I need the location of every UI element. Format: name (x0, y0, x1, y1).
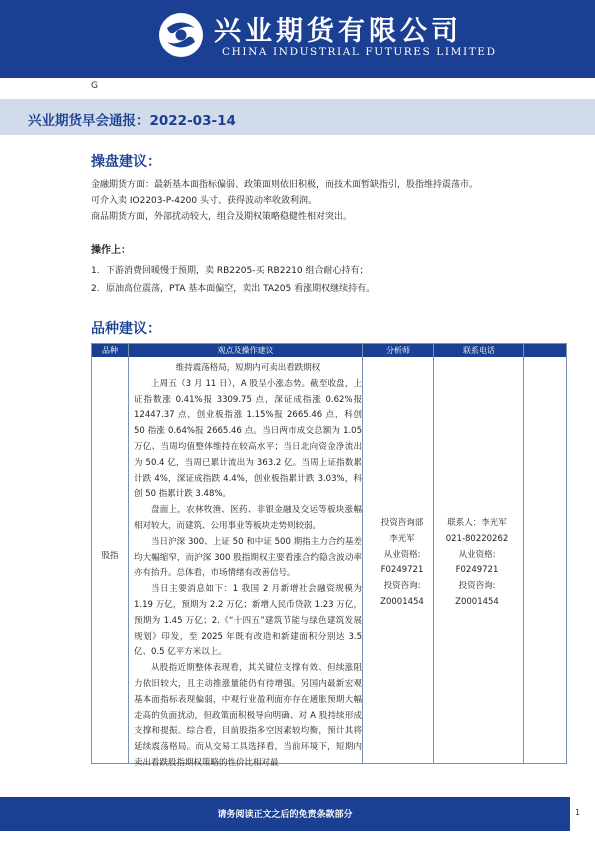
contact-line: 联系人：李光军 (447, 518, 507, 528)
company-name-cn: 兴业期货有限公司 (214, 16, 462, 47)
contact-line: Z0001454 (455, 596, 499, 607)
contact-line: 投资咨询: (458, 581, 496, 592)
report-title: 兴业期货早会通报：2022-03-14 (28, 113, 236, 129)
disclaimer-notice: 请务阅读正文之后的免责条款部分 (217, 810, 353, 820)
operation-text: 下游消费回暖慢于预期，卖 RB2205-买 RB2210 组合耐心持有； (106, 266, 369, 276)
contact-line: F0249721 (455, 565, 499, 576)
operation-item (91, 281, 375, 294)
operation-number: 1. (91, 266, 100, 276)
advice-line-1: 金融期货方面：最新基本面指标偏弱、政策面则依旧积极，而技术面暂缺指引，股指维持震荡市。 (91, 180, 479, 190)
operation-number: 2. (91, 284, 100, 294)
varieties-heading: 品种建议： (91, 321, 161, 337)
swirl-logo-icon (158, 12, 204, 58)
company-name-en: CHINA INDUSTRIAL FUTURES LIMITED (222, 46, 497, 58)
contact-cell (437, 516, 517, 611)
analyst-line: 投资咨询: (383, 581, 421, 592)
contact-line: 021-80220262 (445, 533, 509, 544)
column-divider (128, 344, 129, 763)
view-paragraph: 上周五（3 月 11 日），A 股呈小涨态势。截至收盘，上证指数涨 0.41%报 3309.75 点，深证成指涨 0.62%报 12447.37 点，创业板指涨 1.15%报 2665.46 点，科创 50 指涨 0.64%报 2665.46 点。当日两市成交总额为 1.05 万亿、当周均值整体维持在较高水平；当日北向资金净流出为 50.4 亿，当周已累计流出为 363.2 亿。当周上证指数累计跌 4%，深证成指跌 4.4%，创业板指累计跌 3.03%，科创 50 指累计跌 3.48%。 (134, 378, 362, 500)
operation-text: 原油高位震荡，PTA 基本面偏空，卖出 TA205 看涨期权继续持有。 (106, 284, 376, 294)
advice-line-2: 可介入卖 IO2203-P-4200 头寸、获得波动率收敛利润。 (91, 196, 317, 206)
advice-line-3: 商品期货方面，外部扰动较大，组合及期权策略稳健性相对突出。 (91, 212, 353, 222)
view-paragraph: 当日沪深 300、上证 50 和中证 500 期指主力合约基差均大幅缩窄，而沪深 300 股指期权主要看涨合约隐含波动率亦有抬升。总体看，市场情绪有改善信号。 (134, 536, 362, 579)
view-paragraph: 盘面上，农林牧渔、医药、非银金融及交运等板块涨幅相对较大，而建筑、公用事业等板块走势则较弱。 (134, 505, 362, 531)
column-divider (523, 344, 524, 763)
operations-heading: 操作上： (91, 245, 131, 256)
column-header-product: 品种 (102, 346, 118, 355)
column-header-view: 观点及操作建议 (217, 346, 274, 355)
page-number: 1 (575, 808, 581, 817)
operation-item (91, 263, 369, 276)
advice-heading: 操盘建议： (91, 154, 161, 170)
view-headline: 维持震荡格局，短期内可卖出看跌期权 (175, 363, 321, 373)
analyst-line: 投资咨询部 (380, 518, 424, 528)
column-divider (362, 344, 363, 763)
analyst-line: F0249721 (380, 565, 424, 576)
view-paragraph: 当日主要消息如下：1 我国 2 月新增社会融资规模为 1.19 万亿，预期为 2.2 万亿；新增人民币贷款 1.23 万亿，预期为 1.45 万亿；2.《“十四五”建筑节能与绿色建筑发展规划》印发，至 2025 年既有改造和新建面积分别达 3.5 亿、0.5 亿平方米以上。 (134, 584, 362, 658)
view-cell (134, 361, 362, 772)
view-paragraph: 从股指近期整体表现看，其关键位支撑有效、但续涨阻力依旧较大，且主动推涨量能仍有待增强。另国内最新宏观基本面指标表现偏弱，中观行业盈利面亦存在通胀预期大幅走高的负面扰动，但政策面积极导向明确、对 A 股持续形成支撑和提振。综合看，目前股指多空因素较均衡，预计其将延续震荡格局。而从交易工具选择看，当前环境下，短期内卖出看跌股指期权策略的性价比相对最 (134, 663, 362, 768)
analyst-line: Z0001454 (380, 596, 424, 607)
column-header-contact: 联系电话 (463, 346, 495, 355)
product-cell: 股指 (101, 551, 119, 561)
stray-mark: G (91, 81, 98, 91)
varieties-table (91, 343, 567, 768)
contact-line: 从业资格: (458, 549, 496, 560)
title-accent (0, 99, 24, 135)
analyst-cell (367, 516, 437, 611)
column-header-analyst: 分析师 (386, 346, 410, 355)
analyst-line: 李光军 (389, 533, 415, 544)
analyst-line: 从业资格: (383, 549, 421, 560)
